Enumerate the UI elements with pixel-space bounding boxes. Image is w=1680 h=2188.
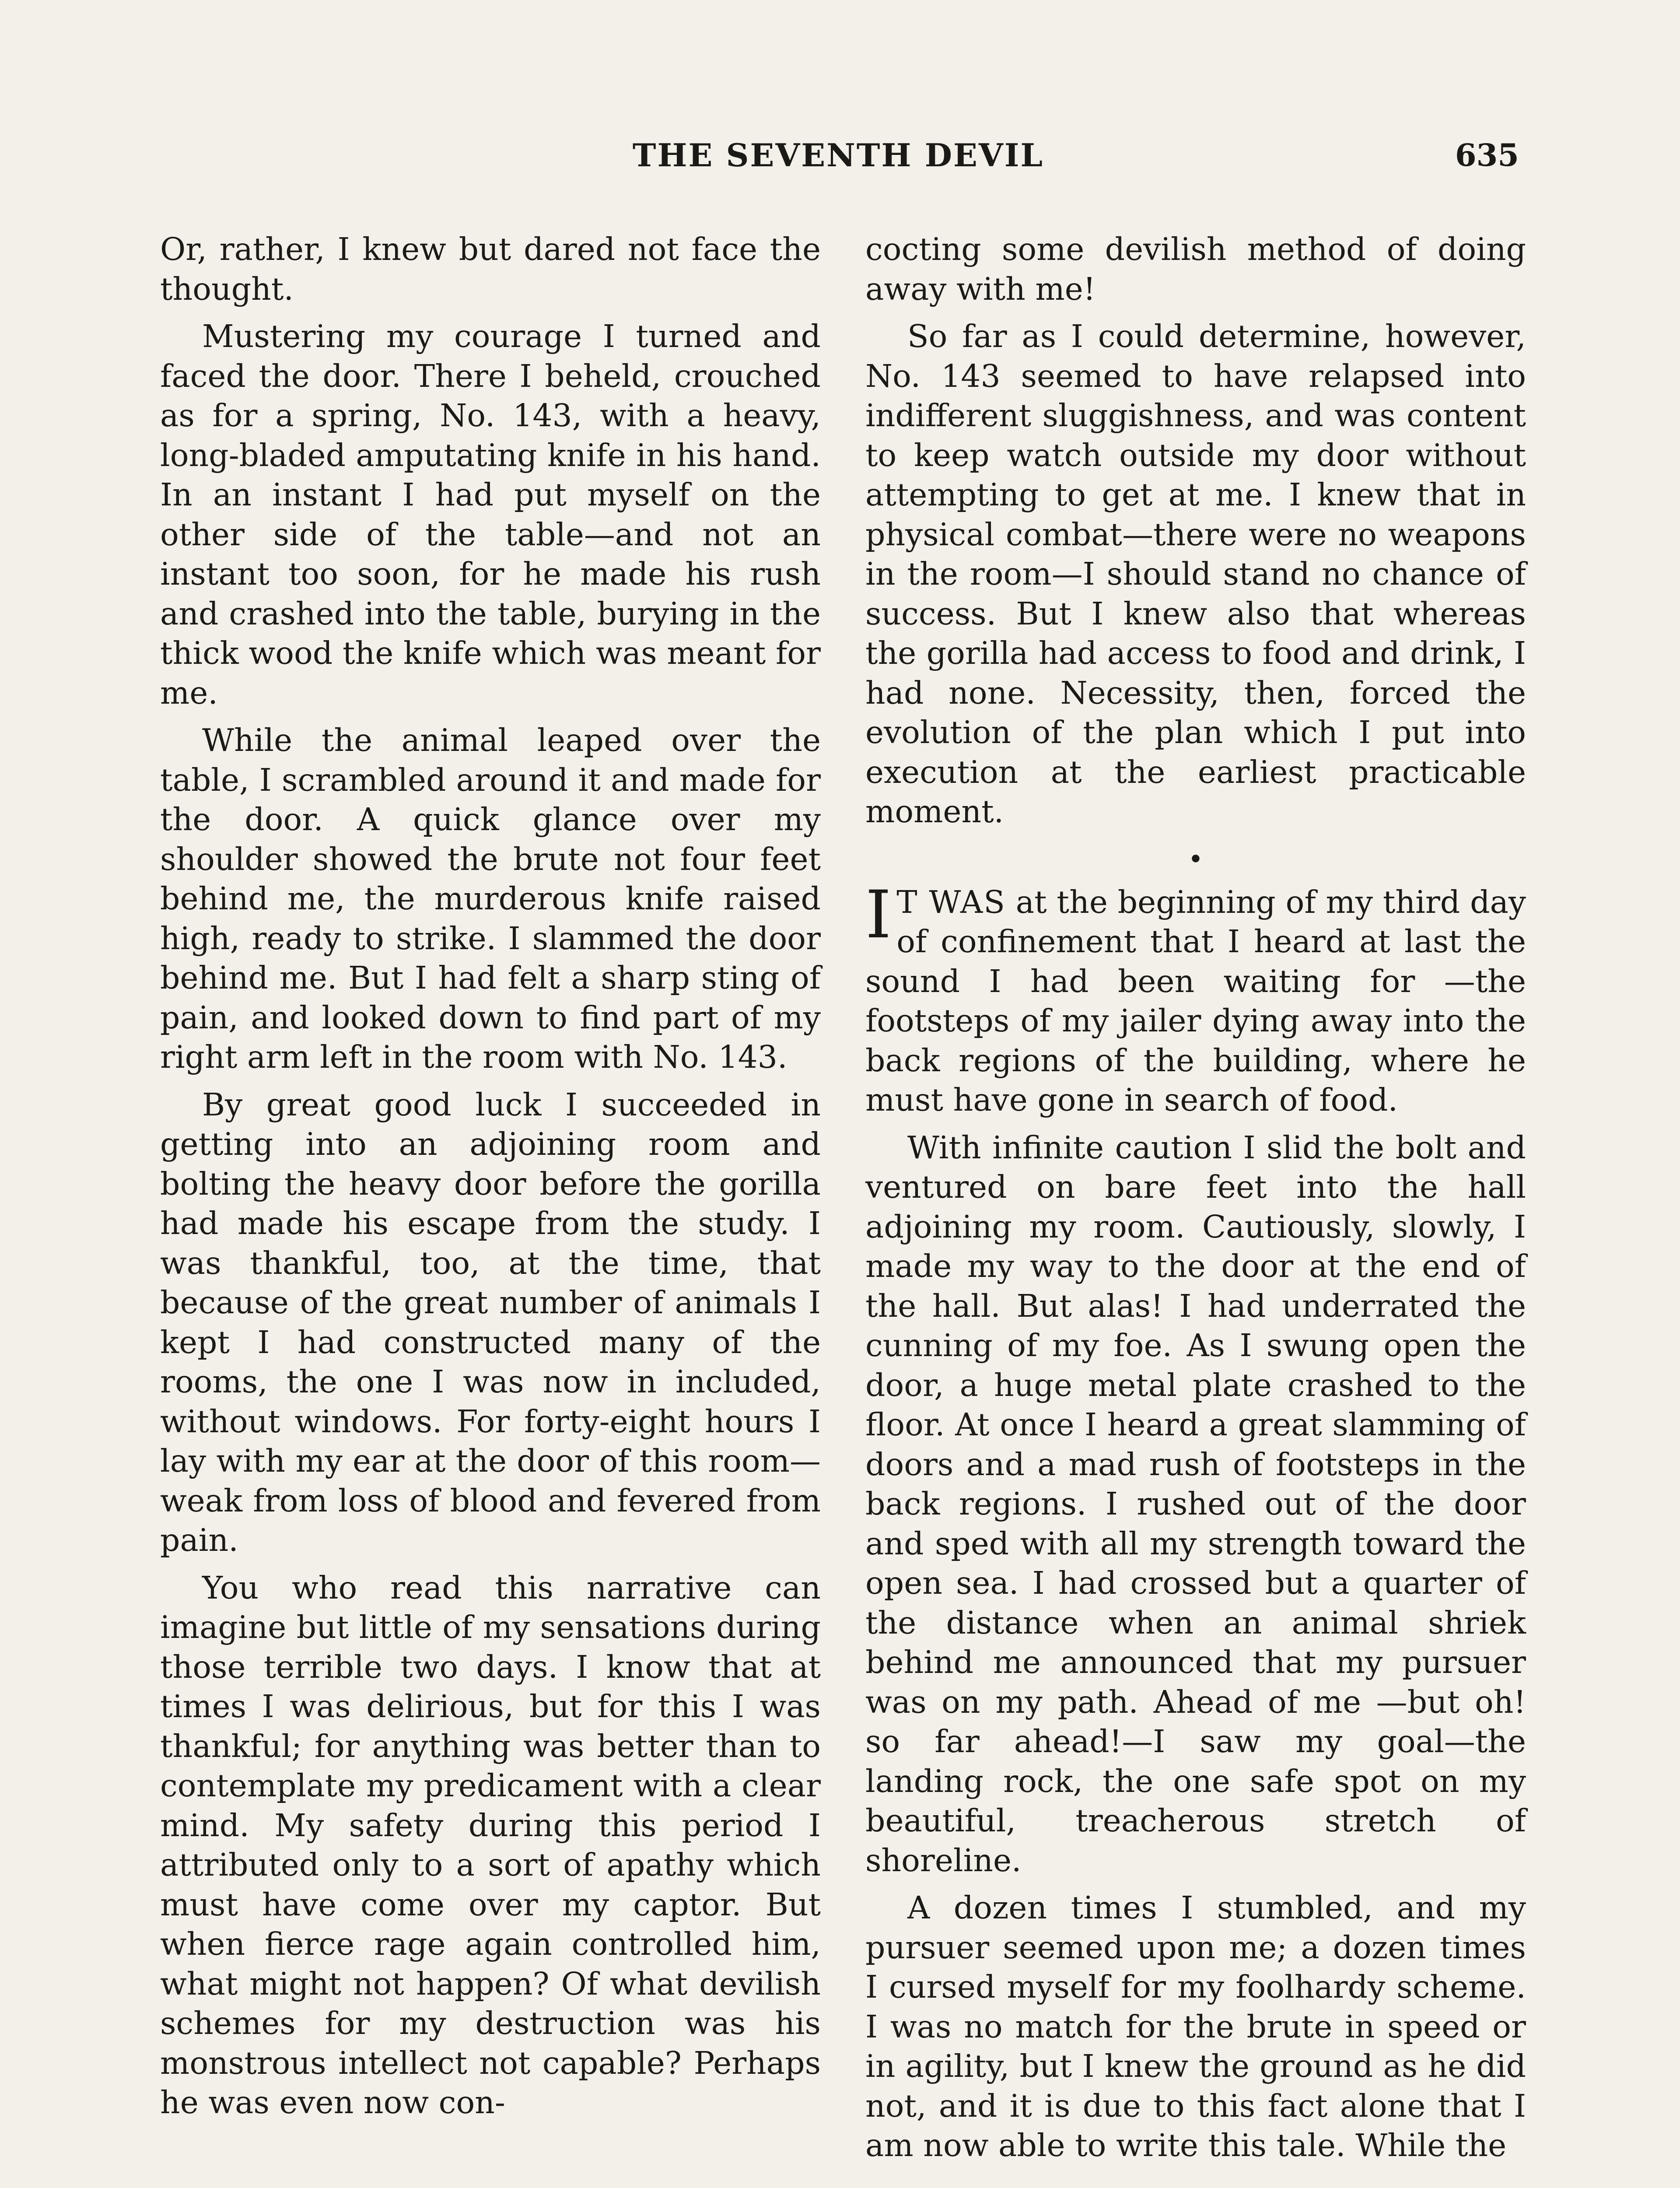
left-column: [160, 230, 821, 2131]
paragraph: While the animal leaped over the table, I scrambled around it and made for the door. A quick glance over my shoulder showed the brute not four feet behind me, the murderous knife raised high, ready to strike. I slammed the door behind me. But I had felt a sharp sting of pain, and looked down to find part of my right arm left in the room with No. 143.: [160, 722, 821, 1075]
paragraph: Or, rather, I knew but dared not face the thought.: [160, 231, 821, 307]
small-caps-lead: T WAS: [896, 884, 1006, 920]
section-opening-paragraph: [865, 877, 1526, 1120]
paragraph: cocting some devilish method of doing away with me!: [865, 231, 1526, 307]
running-title: THE SEVENTH DEVIL: [632, 137, 1044, 174]
paragraph: By great good luck I succeeded in getting into an adjoining room and bolting the heavy door before the gorilla had made his escape from the study. I was thankful, too, at the time, that because of the great number of animals I kept I had constructed many of the rooms, the one I was now in included, without windows. For forty-eight hours I lay with my ear at the door of this room—weak from loss of blood and fevered from pain.: [160, 1086, 821, 1558]
opening-text: at the beginning of my third day of confinement that I heard at last the sound I had been waiting for —the footsteps of my jailer dying away into the back regions of the building, where he must have gone in search of food.: [865, 884, 1526, 1118]
paragraph: You who read this narrative can imagine but little of my sensations during those terrible two days. I know that at times I was delirious, but for this I was thankful; for anything was better than to contemplate my predicament with a clear mind. My safety during this period I attributed only to a sort of apathy which must have come over my captor. But when fierce rage again controlled him, what might not happen? Of what devilish schemes for my destruction was his monstrous intellect not capable? Perhaps he was even now con-: [160, 1569, 821, 2121]
paragraph: A dozen times I stumbled, and my pursuer seemed upon me; a dozen times I cursed myself for my foolhardy scheme. I was no match for the brute in speed or in agility, but I knew the ground as he did not, and it is due to this fact alone that I am now able to write this tale. While the: [865, 1890, 1526, 2163]
drop-cap: I: [865, 877, 892, 953]
paragraph: Mustering my courage I turned and faced the door. There I beheld, crouched as for a spring, No. 143, with a heavy, long-bladed amputating knife in his hand. In an instant I had put myself on the other side of the table—and not an instant too soon, for he made his rush and crashed into the table, burying in the thick wood the knife which was meant for me.: [160, 318, 821, 711]
page-number: 635: [1455, 137, 1519, 173]
section-break-mark: •: [1188, 844, 1204, 875]
paragraph: So far as I could determine, however, No. 143 seemed to have relapsed into indifferent sluggishness, and was content to keep watch outside my door without attempting to get at me. I knew that in physical combat—there were no weapons in the room—I should stand no chance of success. But I knew also that whereas the gorilla had access to food and drink, I had none. Necessity, then, forced the evolution of the plan which I put into execution at the earliest practicable moment.: [865, 318, 1526, 830]
paragraph: With infinite caution I slid the bolt and ventured on bare feet into the hall adjoining my room. Cautiously, slowly, I made my way to the door at the end of the hall. But alas! I had underrated the cunning of my foe. As I swung open the door, a huge metal plate crashed to the floor. At once I heard a great slamming of doors and a mad rush of footsteps in the back regions. I rushed out of the door and sped with all my strength toward the open sea. I had crossed but a quarter of the distance when an animal shriek behind me announced that my pursuer was on my path. Ahead of me —but oh! so far ahead!—I saw my goal—the landing rock, the one safe spot on my beautiful, treacherous stretch of shoreline.: [865, 1129, 1526, 1879]
right-column: [865, 230, 1526, 2174]
running-head: [158, 131, 1519, 184]
